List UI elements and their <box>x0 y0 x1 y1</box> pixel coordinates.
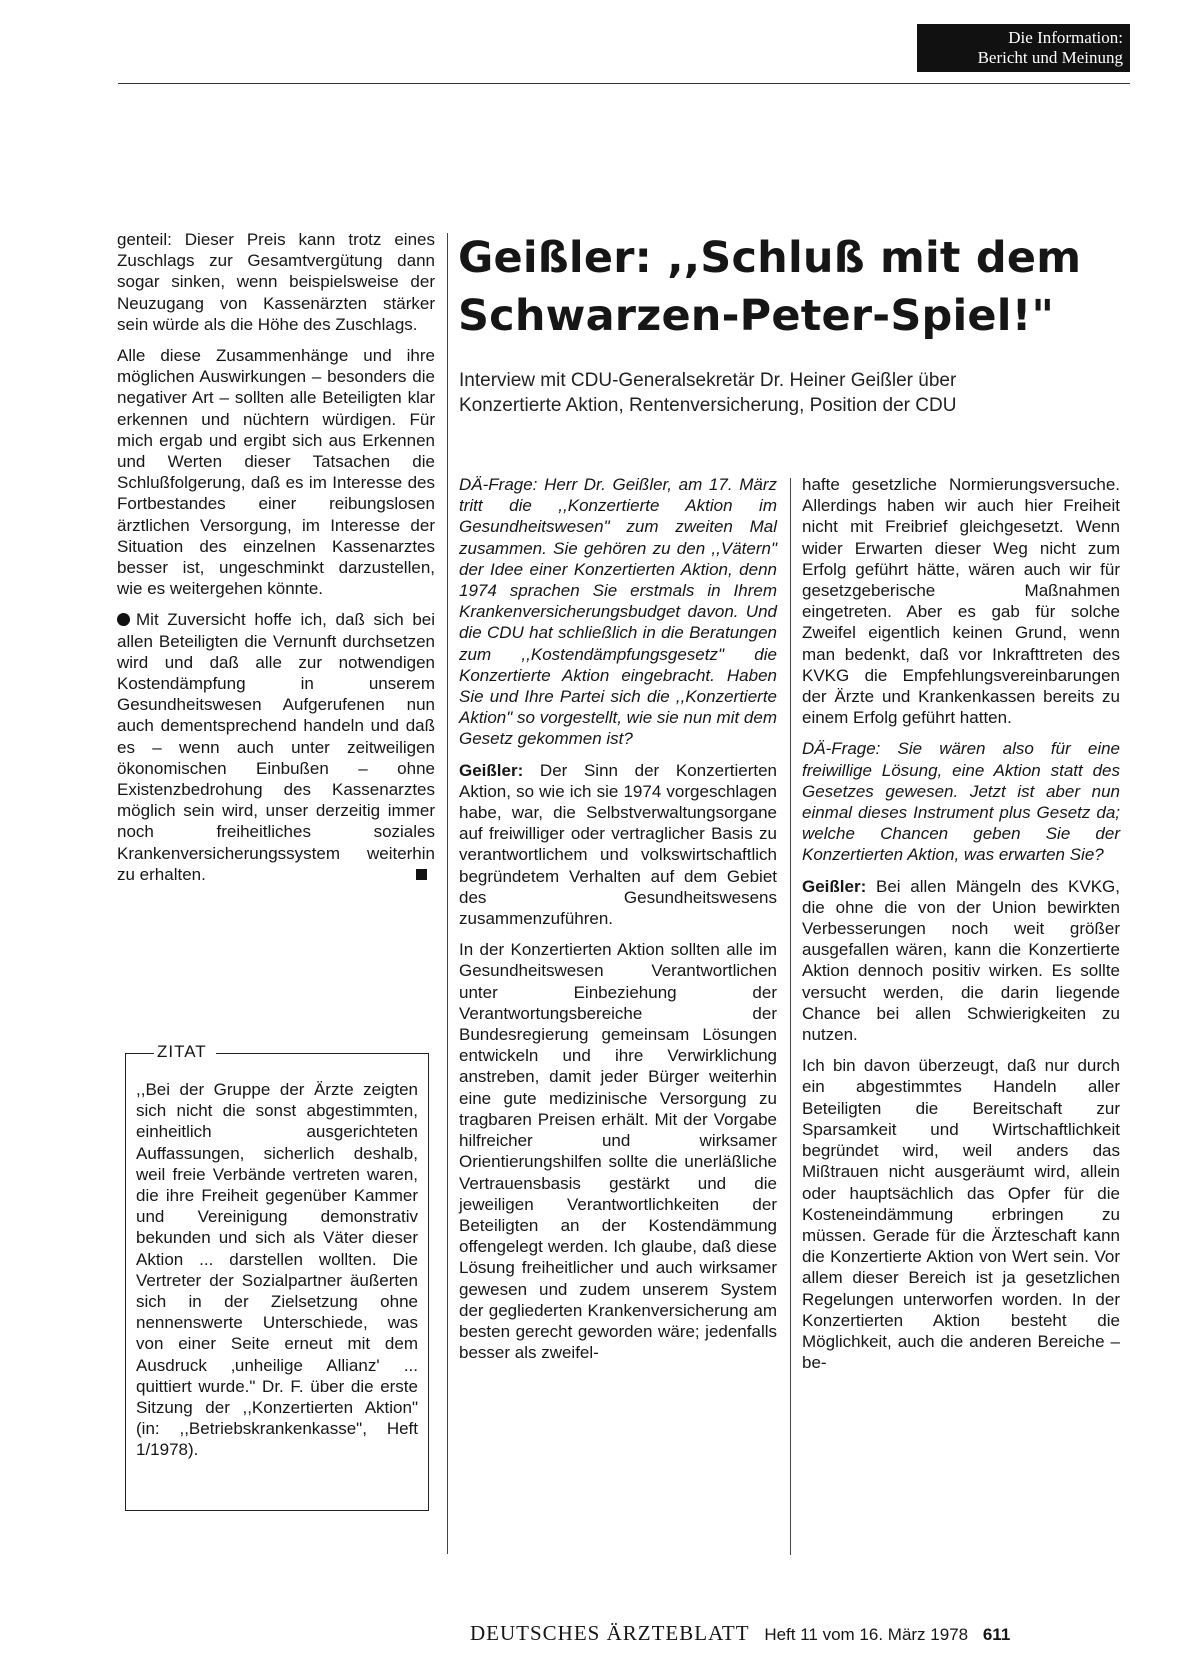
zitat-label: ZITAT <box>154 1042 210 1062</box>
issue-info: Heft 11 vom 16. März 1978 <box>764 1625 969 1644</box>
section-tag <box>917 24 1130 72</box>
top-rule <box>118 83 1130 84</box>
page-footer <box>470 1622 1130 1646</box>
zitat-box <box>125 1042 429 1511</box>
article-subhead <box>459 368 1139 418</box>
column-divider-right <box>790 478 791 1555</box>
left-paragraph-2: Alle diese Zusammenhänge und ihre möglichen Auswirkungen – besonders die negativer Art – sollten alle Beteiligten klar erkennen und nüchtern würdigen. Für mich ergab und ergibt sich aus Erkennen und Werten dieser Tatsachen die Schlußfolgerung, daß es im Interesse des Fortbestandes einer reibungslosen ärztlichen Versorgung, im Interesse der Situation des einzelnen Kassenarztes besser ist, ungeschminkt darzustellen, wie es weitergehen könnte. <box>117 346 435 599</box>
headline-line1: Geißler: ,,Schluß mit dem <box>458 233 1082 283</box>
page-number: 611 <box>982 1625 1011 1644</box>
headline-line2: Schwarzen-Peter-Spiel!" <box>458 291 1055 341</box>
left-paragraph-1: genteil: Dieser Preis kann trotz eines Zuschlags zur Gesamtvergütung dann sogar sinken, wenn beispielsweise der Neuzugang von Kassenärzten stärker sein würde als die Höhe des Zuschlags. <box>117 230 435 334</box>
speaker-label: Geißler: <box>802 876 867 896</box>
answer-1-text: Der Sinn der Konzertierten Aktion, so wie ich sie 1974 vorgeschlagen habe, war, die Selbstverwaltungsorgane auf freiwilliger oder vertraglicher Basis zu verantwortlichem und volkswirtschaftlich begründetem Verhalten auf dem Gebiet des Gesundheitswesens zusammenzuführen. <box>459 760 777 929</box>
subhead-line1: Interview mit CDU-Generalsekretär Dr. Heiner Geißler über <box>459 370 957 391</box>
article-headline <box>458 229 1138 345</box>
left-paragraph-3 <box>117 609 435 885</box>
section-tag-line1: Die Information: <box>1008 28 1123 47</box>
section-tag-line2: Bericht und Meinung <box>977 48 1123 67</box>
speaker-label: Geißler: <box>459 760 524 780</box>
right-column <box>802 474 1120 1383</box>
answer-1b: In der Konzertierten Aktion sollten alle im Gesundheitswesen Verantwortlichen unter Einbeziehung der Verantwortungsbereiche der Bundesregierung gemeinsam Lösungen entwickeln und ihre Verwirklichung anstreben, damit jeder Bürger weiterhin eine gute medizinische Versorgung zu tragbaren Preisen erhält. Mit der Vorgabe hilfreicher und wirksamer Orientierungshilfen sollte die unerläßliche Vertrauensbasis gestärkt und die jeweiligen Verantwortlichkeiten der Beteiligten an der Kostendämmung offengelegt werden. Ich glaube, daß diese Lösung freiheitlicher und auch wirksamer gewesen und zudem unserem System der gegliederten Krankenversicherung am besten gerecht geworden wäre; jedenfalls besser als zweifel- <box>459 940 777 1363</box>
answer-2-text: Bei allen Mängeln des KVKG, die ohne die von der Union bewirkten Verbesserungen noch weit größer ausgefallen wären, kann die Konzertierte Aktion dennoch positiv wirken. Es sollte versucht werden, die darin liegende Chance bei allen Schwierigkeiten zu nutzen. <box>802 876 1120 1045</box>
zitat-top-rule-left <box>126 1053 154 1054</box>
zitat-text: ,,Bei der Gruppe der Ärzte zeigten sich nicht die sonst abgestimmten, einheitlich ausgerichteten Auffassungen, sicherlich deshalb, weil freie Verbände vertreten waren, die ihre Freiheit gegenüber Kammer und Vereinigung demonstrativ bekunden und sich als Väter dieser Aktion ... darstellen wollten. Die Vertreter der Sozialpartner äußerten sich in der Zielsetzung ohne nennenswerte Unterschiede, was von einer Seite erneut mit dem Ausdruck ‚unheilige Allianz' ... quittiert wurde." Dr. F. über die erste Sitzung der ,,Konzertierten Aktion" (in: ,,Betriebskrankenkasse", Heft 1/1978). <box>136 1080 418 1460</box>
answer-1 <box>459 760 777 930</box>
answer-1c: hafte gesetzliche Normierungsversuche. Allerdings haben wir auch hier Freiheit nicht mit Freibrief gleichgesetzt. Wenn wider Erwarten dieser Weg nicht zum Erfolg geführt hätte, wären auch wir für gesetzgeberische Maßnahmen eingetreten. Aber es gab für solche Zweifel eigentlich keinen Grund, wenn man bedenkt, daß vor Inkrafttreten des KVKG die Empfehlungsvereinbarungen der Ärzte und Krankenkassen bereits zu einem Erfolg geführt hatten. <box>802 475 1120 728</box>
question-2: DÄ-Frage: Sie wären also für eine freiwillige Lösung, eine Aktion statt des Gesetzes gewesen. Jetzt ist aber nun einmal dieses Instrument plus Gesetz da; welche Chancen geben Sie der Konzertierten Aktion, was erwarten Sie? <box>802 739 1120 865</box>
left-column <box>117 229 435 895</box>
journal-name: DEUTSCHES ÄRZTEBLATT <box>470 1621 750 1645</box>
bullet-icon <box>117 613 130 626</box>
question-1: DÄ-Frage: Herr Dr. Geißler, am 17. März tritt die ,,Konzertierte Aktion im Gesundheitswesen" zum zweiten Mal zusammen. Sie gehören zu den ,,Vätern" der Idee einer Konzertierten Aktion, denn 1974 sprachen Sie erstmals in Ihrem Krankenversicherungsbudget davon. Und die CDU hat schließlich in die Beratungen zum ,,Kostendämpfungsgesetz" die Konzertierte Aktion eingebracht. Haben Sie und Ihre Partei sich die ,,Konzertierte Aktion" so vorgestellt, wie sie nun mit dem Gesetz gekommen ist? <box>459 475 777 749</box>
left-paragraph-3-text: Mit Zuversicht hoffe ich, daß sich bei allen Beteiligten die Vernunft durchsetzen wird und daß alle zur notwendigen Kostendämpfung in unserem Gesundheitswesen Aufgerufenen nun auch dementsprechend handeln und daß es – wenn auch unter zeitweiligen ökonomischen Einbußen – ohne Existenzbedrohung des Kassenarztes möglich sein wird, unser derzeitig immer noch freiheitliches soziales Krankenversicherungssystem weiterhin zu erhalten. <box>117 610 435 884</box>
subhead-line2: Konzertierte Aktion, Rentenversicherung, Position der CDU <box>459 395 957 416</box>
column-divider-left <box>447 233 448 1554</box>
answer-2b: Ich bin davon überzeugt, daß nur durch ein abgestimmtes Handeln aller Beteiligten die Bereitschaft zur Sparsamkeit und Wirtschaftlichkeit begründet wird, weil anders das Mißtrauen nicht ausgeräumt wird, allein oder hauptsächlich das Opfer für die Kosteneindämmung erbringen zu müssen. Gerade für die Ärzteschaft kann die Konzertierte Aktion von Wert sein. Vor allem dieser Bereich ist ja gesetzlichen Regelungen unterworfen worden. In der Konzertierten Aktion besteht die Möglichkeit, auch die anderen Bereiche – be- <box>802 1056 1120 1373</box>
middle-column <box>459 474 777 1373</box>
answer-2 <box>802 876 1120 1046</box>
end-mark-icon <box>416 869 427 880</box>
zitat-top-rule-right <box>216 1053 428 1054</box>
